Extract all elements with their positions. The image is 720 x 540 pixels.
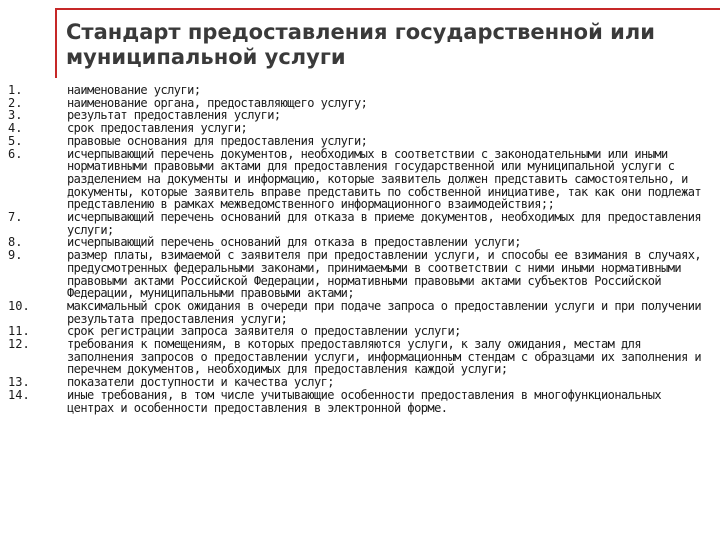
- item-number: 6.: [8, 146, 23, 161]
- item-number: 13.: [8, 375, 30, 390]
- item-number: 3.: [8, 108, 23, 123]
- item-number: 9.: [8, 248, 23, 263]
- item-text: максимальный срок ожидания в очереди при подаче запроса о предоставлении услуги и при получении результата предоставления услуги;: [67, 298, 702, 326]
- item-number: 12.: [8, 337, 30, 352]
- item-text: иные требования, в том числе учитывающие особенности предоставления в многофункциональных центрах и особенности предоставления в электронной форме.: [67, 387, 662, 415]
- item-number: 4.: [8, 121, 23, 136]
- item-number: 5.: [8, 133, 23, 148]
- item-number: 7.: [8, 210, 23, 225]
- item-text: срок регистрации запроса заявителя о предоставлении услуги;: [67, 324, 461, 339]
- item-number: 2.: [8, 95, 23, 110]
- left-accent-line: [55, 8, 57, 78]
- list-item: [8, 211, 708, 236]
- list-item: [8, 338, 708, 376]
- item-text: размер платы, взимаемой с заявителя при предоставлении услуги, и способы ее взимания в случаях, предусмотренных федеральными законами, принимаемыми в соответствии с ними иными нормативными правовыми актами Российской Федерации, нормативными правовыми актами субъектов Российской Федерации, муниципальными правовыми актами;: [67, 248, 702, 301]
- item-text: срок предоставления услуги;: [67, 121, 248, 136]
- item-text: результат предоставления услуги;: [67, 108, 281, 123]
- item-text: показатели доступности и качества услуг;: [67, 375, 334, 390]
- list-item: [8, 300, 708, 325]
- item-text: наименование органа, предоставляющего услугу;: [67, 95, 368, 110]
- item-text: правовые основания для предоставления услуги;: [67, 133, 368, 148]
- item-text: наименование услуги;: [67, 83, 201, 97]
- item-text: исчерпывающий перечень документов, необходимых в соответствии с законодательными или иными нормативными правовыми актами для предоставления государственной или муниципальной услуги с разделением на документы и информацию, которые заявитель должен представить самостоятельно, и документы, которые заявитель вправе представить по собственной инициативе, так как они подлежат представлению в рамках межведомственного информационного взаимодействия;;: [67, 146, 702, 212]
- item-number: 1.: [8, 83, 23, 97]
- list-item: [8, 148, 708, 212]
- item-number: 10.: [8, 298, 30, 313]
- item-text: требования к помещениям, в которых предоставляются услуги, к залу ожидания, местам для заполнения запросов о предоставлении услуги, информационным стендам с образцами их заполнения и перечнем документов, необходимых для предоставления каждой услуги;: [67, 337, 702, 377]
- item-number: 14.: [8, 387, 30, 402]
- standard-items-list: [8, 84, 708, 414]
- list-item: [8, 249, 708, 300]
- item-number: 11.: [8, 324, 30, 339]
- item-text: исчерпывающий перечень оснований для отказа в приеме документов, необходимых для предоставления услуги;: [67, 210, 702, 237]
- slide-title: Стандарт предоставления государственной или муниципальной услуги: [66, 20, 655, 69]
- item-text: исчерпывающий перечень оснований для отказа в предоставлении услуги;: [67, 235, 521, 250]
- top-divider-line: [55, 8, 720, 10]
- list-item: [8, 389, 708, 414]
- item-number: 8.: [8, 235, 23, 250]
